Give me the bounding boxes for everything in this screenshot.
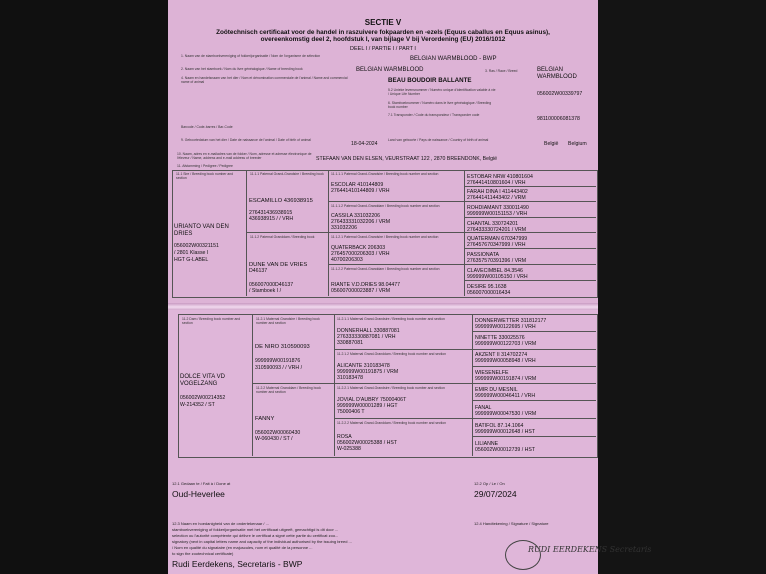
- field-2-label: 2. Naam van het stamboek / Nom du livre généalogique / Name of breeding book: [181, 67, 303, 71]
- sire-dam-section: / Stamboek I /: [249, 288, 282, 294]
- sire-dam-ueln: 056007000D46137: [249, 282, 294, 288]
- dam-gg5-num: 999999W00046411 / VRH: [475, 393, 536, 399]
- field-7-value: 981100006081378: [537, 116, 580, 122]
- dam-gg6-num: 999999W00047530 / VRM: [475, 411, 537, 417]
- place-value: Oud-Heverlee: [172, 489, 225, 499]
- sire-extra: / 2801 Klasse I: [174, 250, 209, 256]
- sire-sire-number: 276431436938915: [249, 210, 293, 216]
- sire-gg5: QUATERMAN 670347999: [467, 236, 528, 242]
- dss-number: 276333330887081 / VRH: [337, 334, 396, 340]
- sire-gg5-num: 276457670347999 / VRH: [467, 242, 526, 248]
- field-5-label: 5.2 Unieke levensnummer / Numéro unique d'identification valable à vie / Unique Life Number: [388, 88, 496, 96]
- signature-label: 12.4 Handtekening / Signature / Signature: [474, 521, 549, 526]
- field-1-label: 1. Naam van de stamboekvereniging of fokkerijorganisatie / Nom de l'organisme de sélection: [181, 54, 321, 58]
- dam-gg2-num: 999999W00122703 / VRM: [475, 341, 537, 347]
- dam-gg4: WIESENELFE: [475, 370, 509, 376]
- field-10-value: STEFAAN VAN DEN ELSEN, VEURSTRAAT 122 , 2870 BREENDONK, België: [316, 156, 498, 162]
- dam-sire-section: 310590093 / / VRH /: [255, 365, 303, 371]
- field-3-label: 3. Ras / Race / Breed: [485, 69, 518, 73]
- sire-gg3: ROHDIAMANT 330011490: [467, 205, 529, 211]
- sire-dam-name: DUNE VAN DE VRIES: [249, 262, 308, 268]
- title-line-2: overeenkomstig deel 2, hoofdstuk I, van bijlage V bij Verordening (EU) 2016/1012: [260, 36, 506, 44]
- sss-name: ESCOLAR 410144809: [331, 182, 384, 188]
- signatory-name: Rudi Eerdekens, Secretaris - BWP: [172, 559, 303, 569]
- dam-dam-name: FANNY: [255, 416, 275, 422]
- dam-gg5: EMIR DU MESNIL: [475, 387, 518, 393]
- dam-label: 11.2 Dam / Breeding book number and section: [182, 317, 241, 325]
- dsd-name: ALICANTE 310183478: [337, 363, 390, 369]
- sire-gg3-num: 999999W00151153 / VRH: [467, 211, 528, 217]
- ddd-number: 056002W00025388 / HST: [337, 440, 397, 446]
- field-9b-value-1: België: [544, 141, 559, 147]
- sire-gg1: ESTOBAR NRW 410801604: [467, 174, 533, 180]
- place-label: 12.1 Gedaan te / Fait à / Done at: [172, 481, 231, 486]
- ddd-section: W-025388: [337, 446, 361, 452]
- field-9-value: 18-04-2024: [351, 141, 378, 147]
- field-6-label: 6. Stamboeknummer / Numéro dans le livre généalogique / Breeding book number: [388, 101, 492, 109]
- date-label: 12.2 Op / Le / On: [474, 481, 505, 486]
- field-7-label: 7.1 Transponder / Code du transpondeur / Transponder code: [388, 113, 480, 117]
- dam-gg8-num: 056002W00012739 / HST: [475, 447, 535, 453]
- sire-gg8: DESIRE 95.1638: [467, 284, 507, 290]
- dam-gg1-num: 999999W00122695 / VRH: [475, 324, 536, 330]
- field-8-label: Barcode / Code-barres / Bar-Code: [181, 125, 233, 129]
- dam-dam-number: 056002W00060430: [255, 430, 301, 436]
- dam-gg2: NINETTE 330025576: [475, 335, 525, 341]
- sire-gg8-num: 056007000016434: [467, 290, 511, 296]
- signatory-label-5: / Nom en qualité du signataire (en majuscules, nom et qualité de la personne ...: [172, 545, 313, 550]
- dam-gg3: AKZENT II 314702274: [475, 352, 528, 358]
- sire-label: 11.1 Sire / Breeding book number and section: [176, 172, 234, 180]
- section-title: SECTIE V: [364, 18, 402, 27]
- sdd-name: RIANTE V.D.DRIES 98.04477: [331, 282, 401, 288]
- field-2-value: BELGIAN WARMBLOOD: [356, 67, 424, 73]
- signatory-label: 12.3 Naam en hoedanigheid van de ondertekenaar / ...: [172, 521, 269, 526]
- field-4-value: BEAU BOUDOIR BALLANTE: [388, 77, 472, 84]
- sss-number: 276441410144809 / VRH: [331, 188, 390, 194]
- dam-gg8: LILIANNE: [475, 441, 499, 447]
- dam-sire-number: 999999W00191876: [255, 358, 301, 364]
- field-9-label: 9. Geboortedatum van het dier / Date de naissance de l'animal / Date of birth of animal: [181, 138, 311, 142]
- sire-sire-section: 436938915 / / VRH: [249, 216, 294, 222]
- dsd-section: 310183478: [337, 375, 363, 381]
- sire-gg4-num: 276433330724201 / VRM: [467, 227, 527, 233]
- dam-gg7-num: 999999W00012648 / HST: [475, 429, 535, 435]
- dam-dam-section: W-060430 / ST /: [255, 436, 293, 442]
- field-9b-value-2: Belgium: [568, 141, 587, 147]
- dam-gg3-num: 999999W00058948 / VRH: [475, 358, 536, 364]
- field-1-value: BELGIAN WARMBLOOD - BWP: [410, 56, 497, 62]
- dds-number: 999999W00001289 / HGT: [337, 403, 398, 409]
- signatory-label-3: selection ou l'autorité compétente qui délivre le certificat a signé cette partie du certificat zoo...: [172, 533, 339, 538]
- date-value: 29/07/2024: [474, 489, 517, 499]
- dam-gg4-num: 999999W00191874 / VRM: [475, 376, 537, 382]
- dss-name: DONNERHALL 330887081: [337, 328, 400, 334]
- sds-name: QUATERBACK 206303: [331, 245, 386, 251]
- field-10-label: 10. Naam, adres en e-mailadres van de fokker / Nom, adresse et adresse électronique de l'éleveur / Name, address and e-mail address of breeder: [177, 152, 312, 160]
- ddd-name: ROSA: [337, 434, 352, 440]
- sds-section: 40700206303: [331, 257, 363, 263]
- dam-ueln: 056002W00214352: [180, 395, 226, 401]
- signatory-label-6: to sign the zootechnical certificate): [172, 551, 234, 556]
- sire-gg2-num: 276441411443402 / VRM: [467, 195, 526, 201]
- certificate-title: [180, 29, 586, 44]
- field-9b-label: Land van geboorte / Pays de naissance / Country of birth of animal: [388, 138, 489, 142]
- dam-gg1: DONNERWETTER 311812177: [475, 318, 547, 324]
- dam-section: W-214352 / ST: [180, 402, 215, 408]
- sire-gg7-num: 999999W00105150 / VRH: [467, 274, 528, 280]
- ssd-section: 331032206: [331, 225, 357, 231]
- sire-gg6-num: 276357570391396 / VRM: [467, 258, 527, 264]
- signatory-label-4: signatory (next in capital letters name and capacity of the individual authorised by the issuing breed ...: [172, 539, 352, 544]
- dam-gg7: BATIFOL 87.14.1064: [475, 423, 524, 429]
- sdd-number: 056007000023887 / VRM: [331, 288, 391, 294]
- stamp-text: RUDI EERDEKENS Secretaris: [528, 545, 652, 554]
- dam-gg6: FANAL: [475, 405, 492, 411]
- field-3-value: BELGIAN WARMBLOOD: [537, 67, 577, 80]
- sire-gg2: FARAH DINA I 411443402: [467, 189, 528, 195]
- sire-gg4: CHANTAL 330724201: [467, 221, 519, 227]
- dsd-number: 999999W00191875 / VRM: [337, 369, 399, 375]
- dds-name: JOVIAL D'AUBRY 75000406T: [337, 397, 407, 403]
- sire-ueln: 056002W00321151: [174, 243, 219, 249]
- sire-dam-number: D46137: [249, 268, 268, 274]
- dam-name: DOLCE VITA VD VOGELZANG: [180, 374, 225, 387]
- sire-gg7: CLAVECIMBEL 84.3546: [467, 268, 523, 274]
- ssd-name: CASSILA 331032206: [331, 213, 381, 219]
- sire-section: HGT G-LABEL: [174, 257, 209, 263]
- dark-background-right: [598, 0, 766, 574]
- ssd-number: 276433331032206 / VRM: [331, 219, 391, 225]
- dark-background-left: [0, 0, 168, 574]
- part-label: DEEL I / PARTIE I / PART I: [350, 46, 416, 52]
- sire-sire-name: ESCAMILLO 436938915: [249, 198, 313, 204]
- field-11-label: 11. Afstamming / Pedigree / Pedigree: [177, 164, 233, 168]
- dam-sire-name: DE NIRO 310590093: [255, 344, 310, 350]
- dss-section: 330887081: [337, 340, 363, 346]
- sire-gg6: PASSIONATA: [467, 252, 499, 258]
- title-line-1: Zoötechnisch certificaat voor de handel in raszuivere fokpaarden en -ezels (Equus caballus en Equus asinus),: [216, 29, 550, 36]
- sds-number: 276457000206303 / VRH: [331, 251, 390, 257]
- dds-section: 75000406 T: [337, 409, 365, 415]
- sire-gg1-num: 276441410801604 / VRH: [467, 180, 526, 186]
- sire-name: URIANTO VAN DEN DRIES: [174, 224, 229, 237]
- signatory-label-2: stamboekvereniging of fokkerijorganisatie met het certificaat uitgeeft, gemachtigd is dit door ...: [172, 527, 339, 532]
- field-5-value: 056002W00339797: [537, 91, 583, 97]
- field-4-label: 4. Naam en handelsnaam van het dier / Nom et dénomination commerciale de l'animal / Name and commercial name of animal: [181, 76, 348, 84]
